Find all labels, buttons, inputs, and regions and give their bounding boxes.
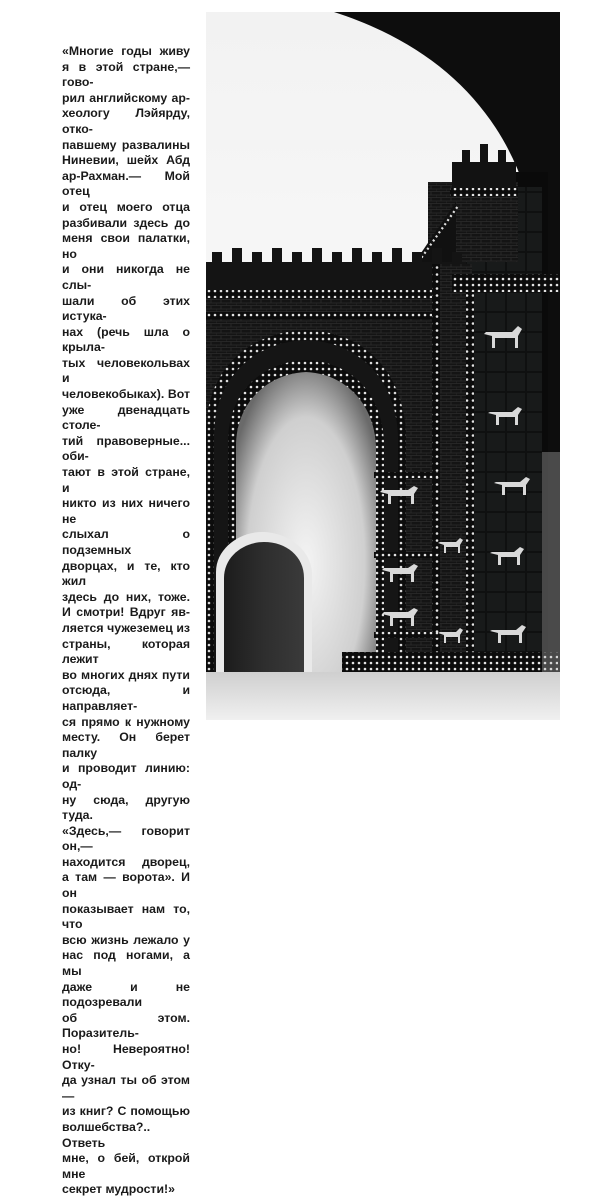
text-line: всю жизнь лежало у — [62, 932, 190, 947]
text-line: страны, которая лежит — [62, 636, 190, 667]
quote-text-column — [62, 44, 190, 1198]
text-line: волшебства?.. Ответь — [62, 1119, 151, 1150]
text-line: разбивали здесь до — [62, 215, 190, 230]
text-line: рил английскому ар- — [62, 90, 190, 105]
text-line: находится дворец, — [62, 854, 190, 869]
text-line: ляется чужеземец из — [62, 620, 190, 635]
inner-arch — [216, 532, 312, 672]
text-line: ся прямо к нужному — [62, 714, 190, 729]
text-line: из книг? С помощью — [62, 1104, 190, 1119]
text-line: никто из них ничего не — [62, 496, 190, 526]
text-line: нах (речь шла о крыла- — [62, 324, 190, 355]
ishtar-gate-photo — [206, 12, 560, 720]
right-edge-highlight — [542, 452, 560, 672]
text-line: тий правоверные... оби- — [62, 433, 190, 464]
base-frieze — [342, 652, 558, 672]
text-line: и отец моего отца — [62, 199, 190, 214]
text-line: да узнал ты об этом — — [62, 1073, 190, 1103]
text-line: ну сюда, другую туда. — [62, 792, 190, 823]
text-line: «Многие годы живу — [62, 44, 190, 58]
text-line: ар-Рахман.— Мой отец — [62, 168, 190, 199]
text-line: нас под ногами, а мы — [62, 948, 190, 979]
text-line: меня свои палатки, но — [62, 231, 190, 261]
text-line: но! Невероятно! Отку- — [62, 1042, 190, 1072]
text-line: об этом. Поразитель- — [62, 1010, 190, 1041]
text-line: «Здесь,— говорит он,— — [62, 823, 190, 854]
text-line: человекобыках). Вот — [62, 387, 190, 402]
text-line: хеологу Лэйярду, отко- — [62, 106, 190, 136]
text-line: здесь до них, тоже. — [62, 589, 190, 604]
text-line: даже и не подозревали — [62, 979, 190, 1010]
text-line: месту. Он берет палку — [62, 730, 190, 760]
text-line: тают в этой стране, и — [62, 465, 190, 495]
text-line: шали об этих истука- — [62, 293, 190, 324]
text-line: И смотри! Вдруг яв- — [62, 605, 190, 620]
text-line: Ниневии, шейх Абд — [62, 153, 190, 168]
text-line: тых человекольвах и — [62, 355, 190, 386]
text-line: во многих днях пути — [62, 667, 190, 682]
text-line: и проводит линию: од- — [62, 761, 190, 791]
text-line: я в этой стране,— гово- — [62, 59, 190, 90]
text-line: и они никогда не слы- — [62, 262, 190, 292]
text-line: показывает нам то, что — [62, 901, 190, 932]
text-line: слыхал о подземных — [62, 527, 190, 557]
text-line: дворцах, и те, кто жил — [62, 558, 190, 589]
text-line: а там — ворота». И он — [62, 870, 190, 901]
text-line: мне, о бей, открой мне — [62, 1151, 190, 1181]
text-line: отсюда, и направляет- — [62, 683, 190, 713]
text-line: секрет мудрости!» — [62, 1182, 175, 1197]
floor — [206, 672, 560, 720]
text-line: павшему развалины — [62, 137, 190, 152]
text-line: уже двенадцать столе- — [62, 402, 190, 433]
